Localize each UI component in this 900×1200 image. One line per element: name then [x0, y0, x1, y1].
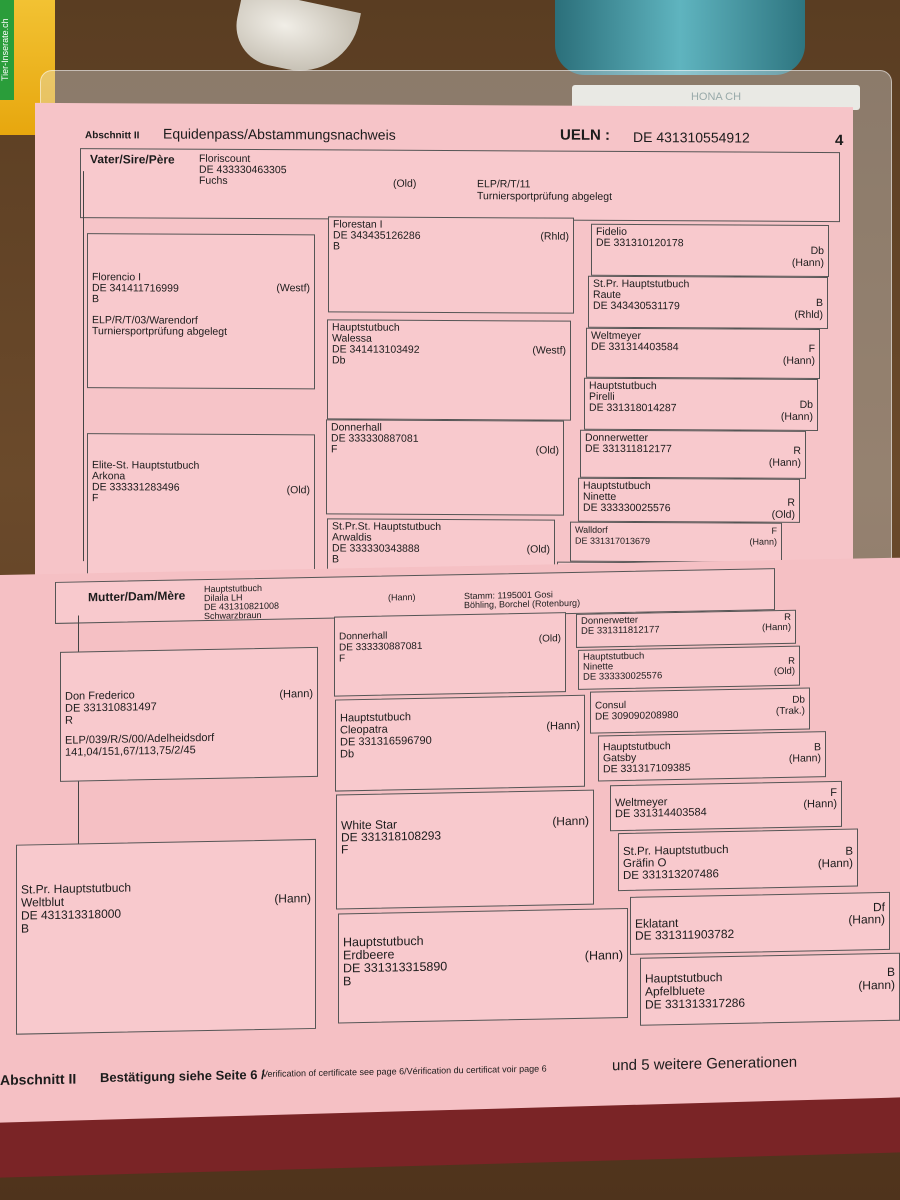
horse-name: Weltmeyer	[591, 329, 641, 343]
gen3-top-1	[327, 319, 571, 420]
horse-id: DE 309090208980	[595, 709, 679, 723]
horse-id: DE 333330343888	[332, 542, 420, 555]
horse-name: Florencio I	[92, 271, 142, 284]
horse-name: Donnerhall	[339, 630, 388, 643]
gen4-bottom-6	[630, 892, 890, 955]
watermark: Tier-Inserate.ch	[0, 0, 14, 100]
horse-name: Arwaldis	[332, 531, 372, 544]
horse-id: DE 331314403584	[591, 340, 679, 354]
horse-name: Dilaila LH	[204, 592, 243, 604]
horse-perf: ELP/039/R/S/00/Adelheidsdorf	[65, 731, 215, 747]
gen4-top-5	[578, 478, 800, 523]
horse-line1: St.Pr.St. Hauptstutbuch	[332, 520, 442, 533]
horse-color: R	[793, 444, 801, 457]
horse-id: DE 331318014287	[589, 401, 677, 415]
sire-box	[195, 152, 835, 210]
horse-id: DE 341413103492	[332, 343, 420, 356]
page-number: 4	[835, 132, 844, 150]
dam-breeder: Böhling, Borchel (Rotenburg)	[464, 597, 581, 611]
horse-name: Gräfin O	[623, 857, 667, 871]
ueln-label: UELN :	[560, 126, 610, 144]
horse-color: F	[339, 653, 346, 665]
dam-dam-box	[16, 839, 316, 1035]
horse-name: Donnerwetter	[581, 614, 639, 627]
horse-id: DE 331314403584	[615, 806, 707, 821]
horse-color: Db	[340, 748, 355, 761]
gen3-bottom-0	[334, 612, 566, 696]
horse-id: DE 331310120178	[596, 236, 684, 250]
horse-line1: St.Pr. Hauptstutbuch	[593, 277, 690, 291]
horse-color: R	[787, 496, 795, 509]
horse-name: Walldorf	[575, 524, 608, 535]
horse-breed: (Hann)	[279, 687, 313, 701]
gen3-bottom-1	[335, 695, 585, 792]
horse-id: DE 331311903782	[635, 926, 735, 943]
horse-name: Gatsby	[603, 751, 637, 765]
horse-breed: (Hann)	[817, 857, 853, 871]
gen4-bottom-2	[590, 687, 810, 733]
horse-color: R	[65, 714, 73, 727]
horse-line1: Hauptstutbuch	[332, 321, 400, 334]
horse-color: Df	[873, 900, 885, 915]
horse-breed: (Hann)	[274, 891, 311, 906]
horse-breed: (Hann)	[388, 592, 416, 603]
horse-breed: (Hann)	[780, 410, 813, 423]
horse-breed: (Hann)	[552, 813, 589, 829]
ueln-value: DE 431310554912	[633, 128, 750, 146]
horse-name: Donnerhall	[331, 421, 382, 434]
horse-id: DE 331313207486	[623, 868, 719, 883]
horse-color: Db	[332, 354, 346, 367]
sire-breed: (Old)	[393, 177, 417, 190]
gen3-top-0	[328, 216, 574, 313]
horse-id: DE 333330887081	[339, 640, 423, 654]
horse-id: DE 331317013679	[575, 535, 651, 547]
sleeve-label: HONA CH	[572, 85, 860, 110]
horse-id: DE 431313318000	[21, 906, 122, 923]
horse-perf2: Turniersportprüfung abgelegt	[92, 325, 228, 338]
horse-name: Florestan I	[333, 218, 383, 231]
horse-breed: (Trak.)	[775, 705, 805, 718]
horse-id: DE 333330025576	[583, 670, 663, 683]
horse-breed: (Old)	[535, 444, 559, 457]
teal-glass	[555, 0, 805, 75]
horse-breed: (Hann)	[546, 719, 580, 733]
horse-color: R	[788, 655, 795, 667]
gen4-bottom-3	[598, 731, 826, 781]
horse-breed: (Hann)	[584, 948, 623, 963]
gen4-bottom-7	[640, 953, 900, 1026]
horse-perf2: 141,04/151,67/113,75/2/45	[65, 744, 196, 759]
horse-breed: (Old)	[773, 665, 795, 678]
passport-page-bottom	[0, 558, 900, 1135]
horse-name: Fidelio	[596, 225, 627, 238]
sire-name: Floriscount	[199, 152, 251, 165]
horse-line1: Hauptstutbuch	[589, 379, 657, 393]
horse-breed: (Hann)	[803, 797, 837, 811]
horse-color: B	[343, 974, 352, 989]
horse-color: B	[332, 553, 340, 566]
gen4-top-1	[588, 276, 828, 329]
horse-perf: ELP/R/T/03/Warendorf	[92, 314, 198, 327]
horse-breed: (Old)	[286, 484, 310, 497]
horse-color: R	[784, 611, 791, 623]
horse-breed: (Westf)	[532, 344, 566, 357]
horse-color: B	[845, 845, 853, 858]
horse-breed: (Hann)	[782, 354, 815, 367]
horse-breed: (Hann)	[761, 621, 791, 634]
gen4-top-4	[580, 430, 806, 479]
horse-color: B	[92, 293, 100, 306]
gen4-bottom-5	[618, 829, 858, 892]
footer-confirm-en: Verification of certificate see page 6/Vérification du certificat voir page 6	[262, 1063, 547, 1079]
horse-id: DE 333331283496	[92, 481, 180, 494]
gen4-top-3	[584, 378, 818, 431]
horse-name: Cleopatra	[340, 723, 388, 737]
horse-color: B	[813, 741, 821, 754]
horse-name: Ninette	[583, 661, 614, 673]
horse-breed: (Hann)	[788, 752, 821, 765]
horse-color: F	[830, 786, 837, 800]
sire-perf: ELP/R/T/11	[477, 178, 531, 191]
gen4-bottom-1	[578, 646, 800, 690]
horse-color: B	[21, 921, 30, 936]
gen3-top-2	[326, 419, 564, 515]
horse-id: DE 333330025576	[583, 501, 671, 515]
horse-color: Schwarzbraun	[204, 609, 262, 622]
horse-color: F	[771, 525, 777, 536]
horse-line1: Hauptstutbuch	[583, 479, 651, 493]
gen4-bottom-4	[610, 781, 842, 831]
horse-breed: (Hann)	[858, 977, 895, 993]
horse-color: B	[815, 296, 823, 309]
horse-id: DE 331310831497	[65, 700, 157, 715]
horse-name: Erdbeere	[343, 947, 395, 963]
horse-id: DE 331318108293	[341, 828, 442, 845]
horse-name: Pirelli	[589, 390, 615, 403]
horse-line1: Hauptstutbuch	[340, 711, 411, 725]
horse-id: DE 343430531179	[593, 299, 680, 313]
sire-color: Fuchs	[199, 174, 228, 187]
page-title: Equidenpass/Abstammungsnachweis	[163, 125, 396, 143]
gen3-bottom-3	[338, 908, 628, 1024]
horse-id: DE 331311812177	[585, 442, 672, 456]
horse-name: Eklatant	[635, 915, 679, 931]
horse-name: Consul	[595, 699, 627, 712]
horse-id: DE 343435126286	[333, 229, 421, 242]
horse-breed: (Old)	[771, 508, 795, 521]
gen3-bottom-2	[336, 790, 594, 910]
sire-perf2: Turniersportprüfung abgelegt	[477, 190, 613, 203]
horse-color: Db	[810, 244, 824, 257]
sire-dam-box	[87, 433, 315, 579]
horse-breed: (Rhld)	[794, 308, 823, 321]
tree-line	[83, 171, 84, 561]
horse-breed: (Hann)	[768, 456, 801, 469]
horse-id: DE 331317109385	[603, 761, 691, 776]
horse-line1: Elite-St. Hauptstutbuch	[92, 459, 200, 472]
horse-id: DE 431310821008	[204, 600, 280, 613]
horse-id: DE 341411716999	[92, 282, 179, 295]
horse-line1: Hauptstutbuch	[645, 970, 723, 986]
horse-color: F	[331, 443, 338, 456]
horse-id: DE 331313315890	[343, 959, 448, 976]
horse-id: DE 331316596790	[340, 734, 432, 749]
horse-name: Donnerwetter	[585, 431, 649, 445]
horse-breed: (Rhld)	[540, 230, 569, 243]
horse-color: Db	[799, 398, 813, 411]
sire-label: Vater/Sire/Père	[90, 152, 175, 167]
footer-more: und 5 weitere Generationen	[612, 1053, 798, 1075]
gen4-top-0	[591, 224, 829, 277]
horse-name: Raute	[593, 288, 622, 301]
horse-name: Arkona	[92, 470, 126, 483]
horse-name: Walessa	[332, 332, 372, 345]
horse-color: B	[333, 240, 341, 253]
horse-line1: St.Pr. Hauptstutbuch	[623, 844, 729, 859]
horse-name: Apfelbluete	[645, 983, 706, 999]
horse-name: Don Frederico	[65, 689, 135, 703]
gen4-top-2	[586, 328, 820, 379]
horse-line1: Hauptstutbuch	[343, 933, 424, 950]
horse-breed: (Westf)	[276, 282, 310, 295]
horse-color: Db	[792, 694, 805, 706]
horse-id: DE 331311812177	[581, 624, 660, 637]
horse-color: F	[92, 492, 99, 505]
horse-color: F	[341, 842, 349, 857]
passport-page-top	[35, 103, 853, 595]
horse-breed: (Old)	[526, 543, 550, 556]
horse-color: F	[808, 342, 815, 355]
horse-id: DE 331313317286	[645, 995, 746, 1012]
horse-name: Ninette	[583, 490, 617, 503]
horse-line1: Hauptstutbuch	[204, 582, 263, 595]
sire-sire-box	[87, 233, 315, 389]
horse-name: Weltblut	[21, 894, 65, 910]
footer-section: Abschnitt II	[0, 1070, 77, 1088]
horse-name: Weltmeyer	[615, 796, 668, 810]
horse-breed: (Hann)	[848, 912, 885, 927]
horse-line1: Hauptstutbuch	[603, 740, 671, 754]
horse-breed: (Hann)	[749, 536, 777, 547]
dam-stamm: Stamm: 1195001 Gosi	[464, 589, 553, 602]
horse-line1: St.Pr. Hauptstutbuch	[21, 880, 132, 897]
gen4-top-6	[570, 522, 782, 563]
horse-line1: Hauptstutbuch	[583, 650, 645, 663]
gen4-bottom-0	[576, 610, 796, 648]
horse-name: White Star	[341, 817, 398, 833]
horse-breed: (Old)	[538, 633, 561, 645]
dam-sire-box	[60, 647, 318, 782]
horse-id: DE 333330887081	[331, 432, 419, 445]
horse-breed: (Hann)	[791, 256, 824, 269]
sire-id: DE 433330463305	[199, 163, 287, 177]
footer-confirm: Bestätigung siehe Seite 6 /	[100, 1066, 265, 1086]
dam-label: Mutter/Dam/Mère	[88, 588, 186, 605]
section-label: Abschnitt II	[85, 130, 140, 142]
horse-color: B	[886, 964, 895, 979]
